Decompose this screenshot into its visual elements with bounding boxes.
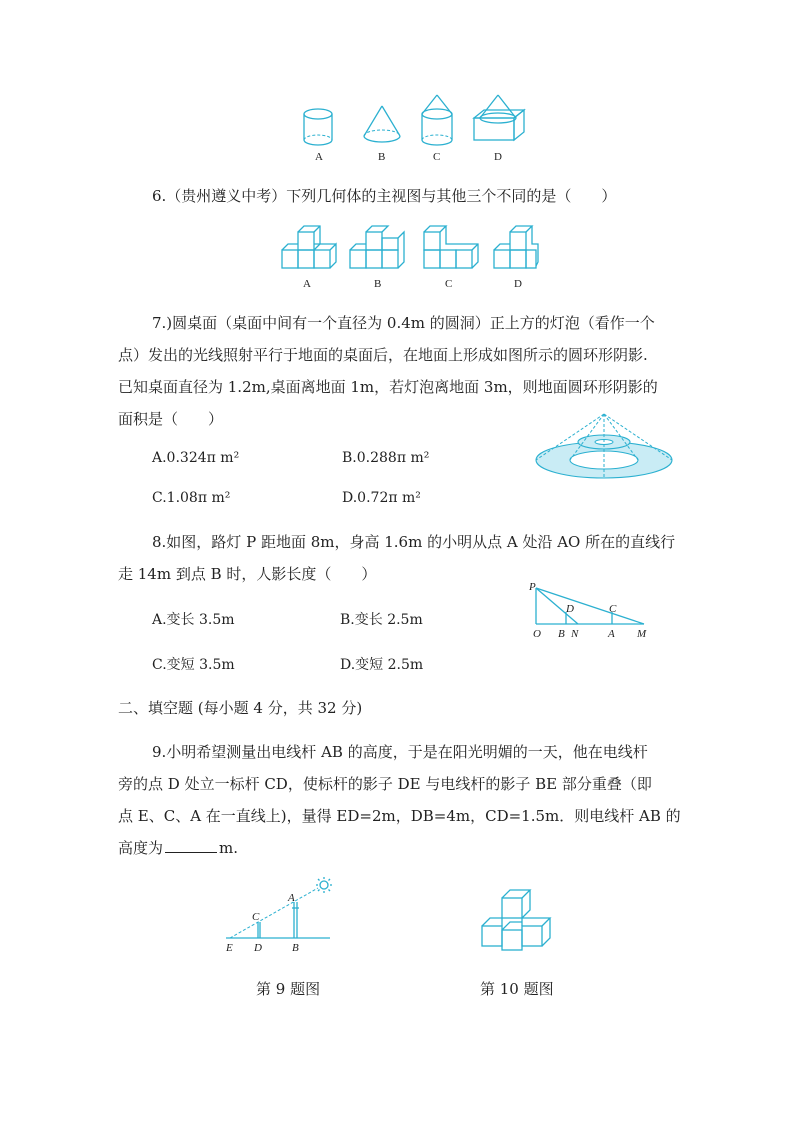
q8-label-n: N bbox=[571, 628, 579, 640]
fig10-caption: 第 10 题图 bbox=[480, 980, 554, 998]
q9-line-3: 点 E、C、A 在一直线上)，量得 ED=2m，DB=4m，CD=1.5m．则电线杆 AB 的 bbox=[118, 807, 681, 825]
q5-label-a: A bbox=[315, 151, 323, 163]
q9-line-4 bbox=[118, 832, 238, 864]
q8-label-c: C bbox=[609, 603, 617, 615]
cube-stack-a-icon bbox=[282, 226, 336, 268]
cylinder-icon bbox=[304, 109, 332, 145]
q6-cube-figures bbox=[280, 228, 540, 274]
cube-stack-b-icon bbox=[350, 226, 404, 268]
cone-icon bbox=[364, 106, 400, 142]
q8-line-2: 走 14m 到点 B 时，人影长度（ ） bbox=[118, 565, 377, 583]
q5-label-c: C bbox=[433, 151, 441, 163]
q7-line-1: 7.)圆桌面（桌面中间有一个直径为 0.4m 的圆洞）正上方的灯泡（看作一个 bbox=[152, 314, 655, 332]
q8-option-a[interactable]: A.变长 3.5m bbox=[152, 612, 235, 628]
q9-line-4-prefix: 高度为 bbox=[118, 839, 164, 857]
q9-answer-blank[interactable] bbox=[165, 838, 217, 853]
q9-line-1: 9.小明希望测量出电线杆 AB 的高度，于是在阳光明媚的一天，他在电线杆 bbox=[152, 743, 648, 761]
q7-line-4: 面积是（ ） bbox=[118, 410, 224, 428]
q5-label-d: D bbox=[494, 151, 502, 163]
q5-figures bbox=[290, 92, 540, 152]
q8-label-o: O bbox=[533, 628, 541, 640]
fig9-label-e: E bbox=[226, 942, 233, 954]
q8-line-1: 8.如图，路灯 P 距地面 8m，身高 1.6m 的小明从点 A 处沿 AO 所在的直线行 bbox=[152, 533, 676, 551]
fig9-label-c: C bbox=[252, 911, 260, 923]
fig10-cubes-figure bbox=[476, 886, 556, 956]
q6-label-d: D bbox=[514, 278, 522, 290]
q6-label-c: C bbox=[445, 278, 453, 290]
fig9-label-a: A bbox=[288, 892, 295, 904]
q9-line-4-suffix: m. bbox=[219, 839, 239, 857]
cone-box-icon bbox=[474, 95, 524, 140]
q5-label-b: B bbox=[378, 151, 386, 163]
q8-option-b[interactable]: B.变长 2.5m bbox=[340, 612, 423, 628]
q8-label-p: P bbox=[529, 581, 536, 593]
q7-option-a[interactable]: A.0.324π m² bbox=[152, 450, 240, 466]
q7-line-2: 点）发出的光线照射平行于地面的桌面后，在地面上形成如图所示的圆环形阴影. bbox=[118, 346, 648, 364]
fig9-label-d: D bbox=[254, 942, 262, 954]
fig9-shadow-figure bbox=[222, 876, 342, 946]
q8-label-d: D bbox=[566, 603, 574, 615]
q7-option-d[interactable]: D.0.72π m² bbox=[342, 490, 421, 506]
fig9-label-b: B bbox=[292, 942, 299, 954]
q7-line-3: 已知桌面直径为 1.2m,桌面离地面 1m，若灯泡离地面 3m，则地面圆环形阴影的 bbox=[118, 378, 658, 396]
q8-option-c[interactable]: C.变短 3.5m bbox=[152, 657, 235, 673]
q7-option-c[interactable]: C.1.08π m² bbox=[152, 490, 231, 506]
q8-label-a: A bbox=[608, 628, 615, 640]
q7-ring-shadow-figure bbox=[534, 420, 674, 480]
q8-option-d[interactable]: D.变短 2.5m bbox=[340, 657, 424, 673]
q6-label-a: A bbox=[303, 278, 311, 290]
cone-cylinder-icon bbox=[422, 95, 452, 145]
cube-stack-c-icon bbox=[424, 226, 478, 268]
q6-label-b: B bbox=[374, 278, 382, 290]
section-2-heading: 二、填空题 (每小题 4 分，共 32 分) bbox=[118, 699, 363, 717]
fig9-caption: 第 9 题图 bbox=[256, 980, 321, 998]
q9-line-2: 旁的点 D 处立一标杆 CD，使标杆的影子 DE 与电线杆的影子 BE 部分重叠（即 bbox=[118, 775, 652, 793]
q6-text: 6.（贵州遵义中考）下列几何体的主视图与其他三个不同的是（ ） bbox=[152, 187, 617, 205]
cube-stack-d-icon bbox=[494, 226, 538, 268]
q8-label-b: B bbox=[558, 628, 565, 640]
q8-label-m: M bbox=[637, 628, 647, 640]
q7-option-b[interactable]: B.0.288π m² bbox=[342, 450, 430, 466]
